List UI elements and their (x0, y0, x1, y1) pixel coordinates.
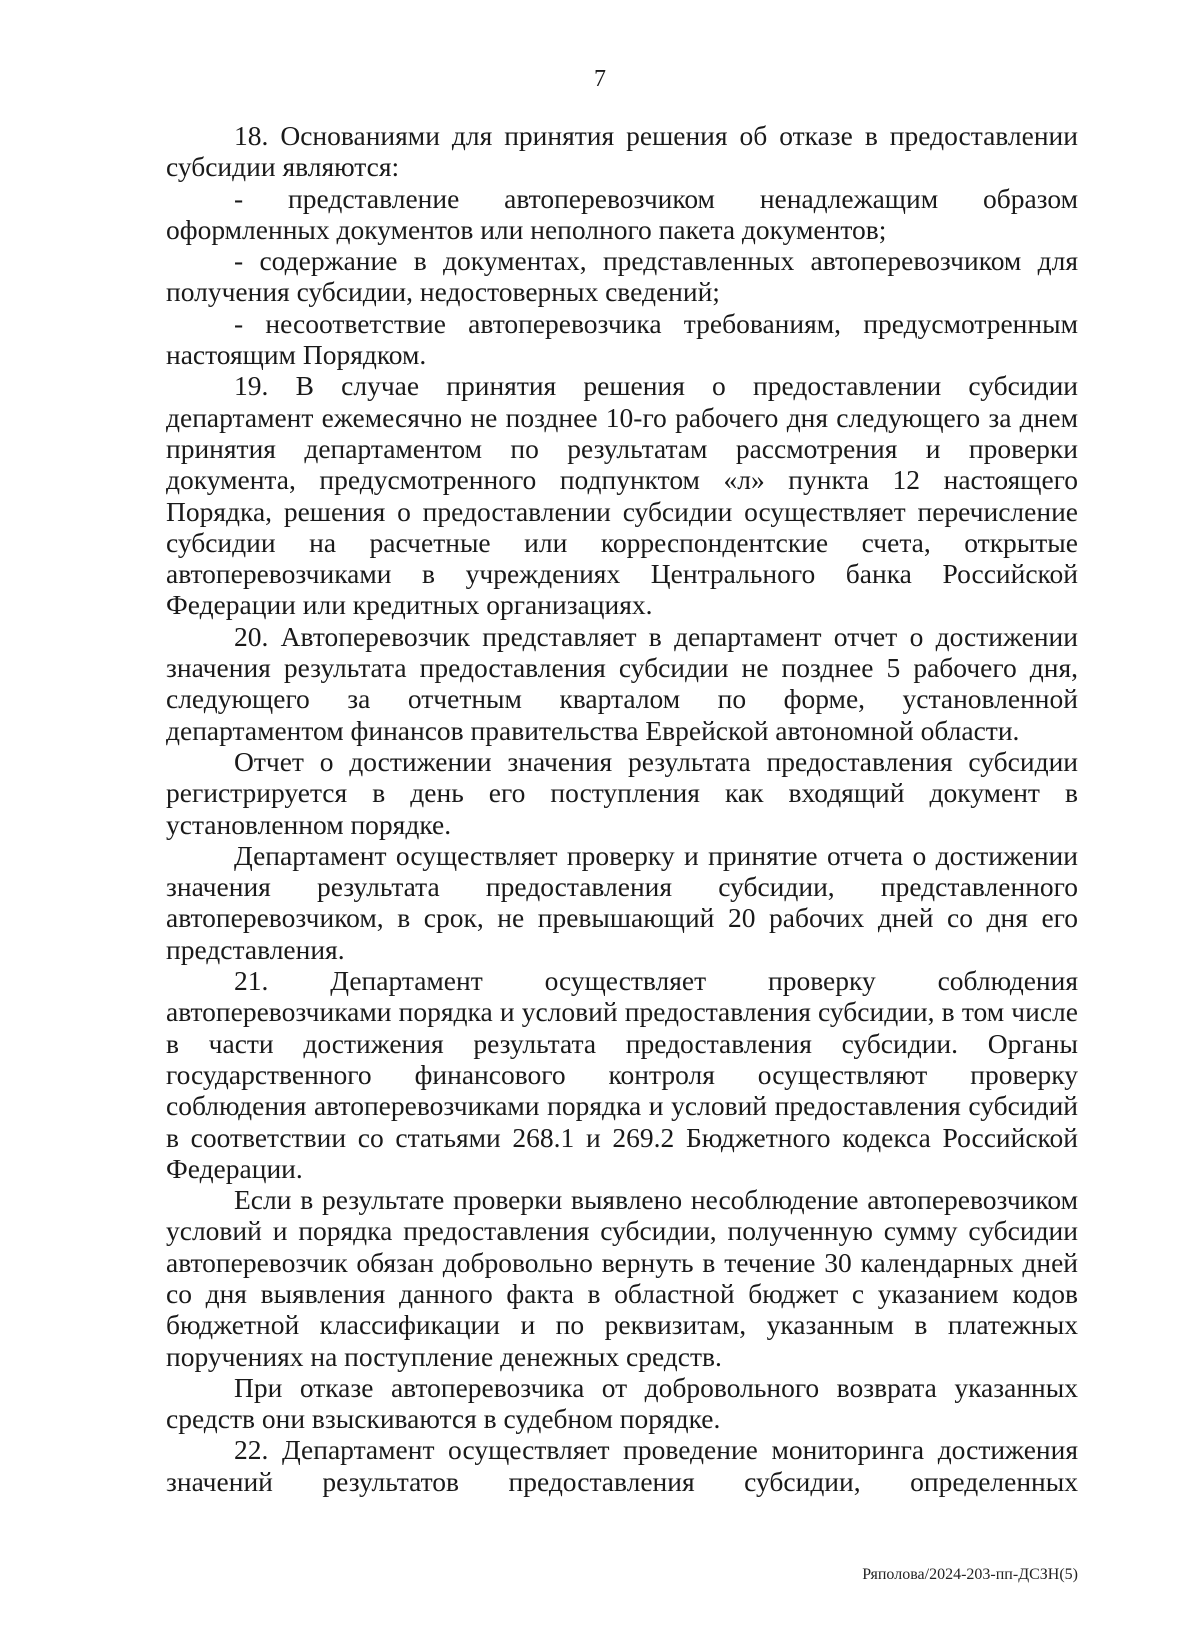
paragraph-20: 20. Автоперевозчик представляет в департамент отчет о достижении значения результата предоставления субсидии не позднее 5 рабочего дня, следующего за отчетным кварталом по форме, установленной департаментом финансов правительства Еврейской автономной области. (166, 620, 1078, 746)
paragraph-19: 19. В случае принятия решения о предоставлении субсидии департамент ежемесячно не позднее 10-го рабочего дня следующего за днем принятия департаментом по результатам рассмотрения и проверки документа, предусмотренного подпунктом «л» пункта 12 настоящего Порядка, решения о предоставлении субсидии осуществляет перечисление субсидии на расчетные или корреспондентские счета, открытые автоперевозчиками в учреждениях Центрального банка Российской Федерации или кредитных организациях. (166, 370, 1078, 621)
paragraph-18-item-3: - несоответствие автоперевозчика требованиям, предусмотренным настоящим Порядком. (166, 307, 1078, 371)
paragraph-18-item-2: - содержание в документах, представленных автоперевозчиком для получения субсидии, недостоверных сведений; (166, 245, 1078, 308)
document-body (166, 120, 1078, 1497)
page-number: 7 (594, 66, 606, 92)
paragraph-18: 18. Основаниями для принятия решения об отказе в предоставлении субсидии являются: (166, 120, 1078, 183)
paragraph-21: 21. Департамент осуществляет проверку соблюдения автоперевозчиками порядка и условий предоставления субсидии, в том числе в части достижения результата предоставления субсидии. Органы государственного финансового контроля осуществляют проверку соблюдения автоперевозчиками порядка и условий предоставления субсидий в соответствии со статьями 268.1 и 269.2 Бюджетного кодекса Российской Федерации. (166, 965, 1078, 1184)
paragraph-20-report: Отчет о достижении значения результата предоставления субсидии регистрируется в день его поступления как входящий документ в установленном порядке. (166, 745, 1078, 840)
paragraph-18-item-1: - представление автоперевозчиком ненадлежащим образом оформленных документов или неполного пакета документов; (166, 182, 1078, 245)
paragraph-21-refusal: При отказе автоперевозчика от добровольного возврата указанных средств они взыскиваются в судебном порядке. (166, 1371, 1078, 1435)
paragraph-22: 22. Департамент осуществляет проведение мониторинга достижения значений результатов предоставления субсидии, определенных (166, 1434, 1078, 1497)
paragraph-21-violation: Если в результате проверки выявлено несоблюдение автоперевозчиком условий и порядка предоставления субсидии, полученную сумму субсидии автоперевозчик обязан добровольно вернуть в течение 30 календарных дней со дня выявления данного факта в областной бюджет с указанием кодов бюджетной классификации и по реквизитам, указанным в платежных поручениях на поступление денежных средств. (166, 1184, 1078, 1372)
paragraph-20-check: Департамент осуществляет проверку и принятие отчета о достижении значения результата предоставления субсидии, представленного автоперевозчиком, в срок, не превышающий 20 рабочих дней со дня его представления. (166, 839, 1078, 965)
footer-document-code: Ряполова/2024-203-пп-ДСЗН(5) (862, 1566, 1078, 1583)
